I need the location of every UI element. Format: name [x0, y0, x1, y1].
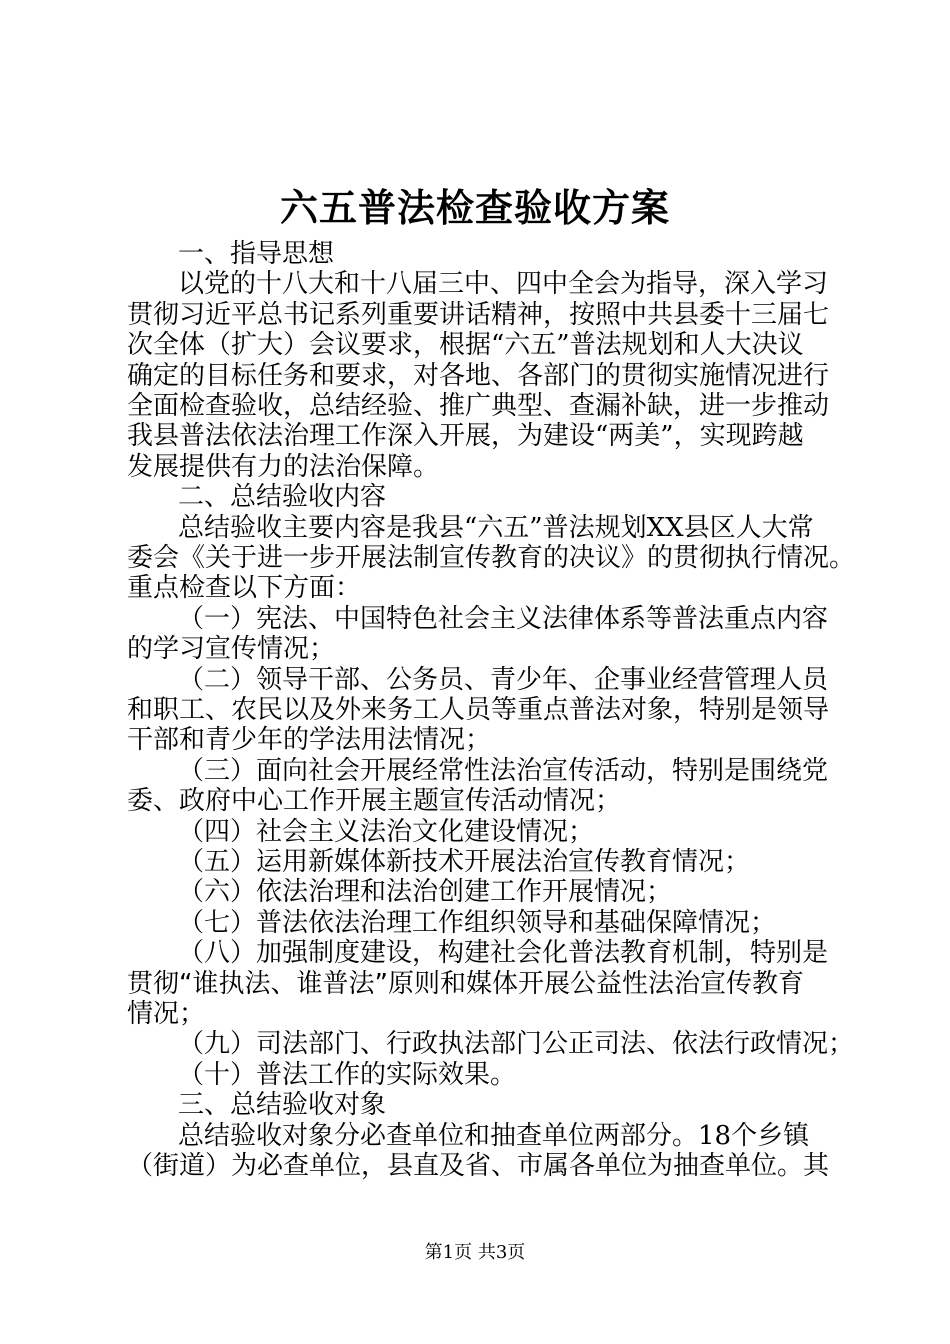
paragraph-line: 总结验收主要内容是我县“六五”普法规划XX县区人大常: [178, 513, 814, 543]
list-item: （二）领导干部、公务员、青少年、企事业经营管理人员: [178, 665, 829, 695]
list-item: （七）普法依法治理工作组织领导和基础保障情况；: [178, 908, 777, 938]
list-item-continuation: 的学习宣传情况；: [127, 634, 336, 664]
list-item: （六）依法治理和法治创建工作开展情况；: [178, 877, 673, 907]
list-item: （九）司法部门、行政执法部门公正司法、依法行政情况；: [178, 1029, 855, 1059]
paragraph-line: 全面检查验收，总结经验、推广典型、查漏补缺，进一步推动: [127, 391, 830, 421]
heading-1: 一、指导思想: [178, 239, 335, 269]
list-item-continuation: 和职工、农民以及外来务工人员等重点普法对象，特别是领导: [127, 695, 830, 725]
paragraph-line: 委会《关于进一步开展法制宣传教育的决议》的贯彻执行情况。: [127, 543, 856, 573]
list-item-continuation: 情况；: [127, 999, 206, 1029]
list-item-continuation: 干部和青少年的学法用法情况；: [127, 725, 492, 755]
heading-2: 二、总结验收内容: [178, 482, 387, 512]
list-item: （四）社会主义法治文化建设情况；: [178, 817, 595, 847]
list-item: （八）加强制度建设，构建社会化普法教育机制，特别是: [178, 938, 829, 968]
list-item: （十）普法工作的实际效果。: [178, 1060, 517, 1090]
list-item: （五）运用新媒体新技术开展法治宣传教育情况；: [178, 847, 751, 877]
paragraph-line: 发展提供有力的法治保障。: [127, 452, 440, 482]
list-item-continuation: 贯彻“谁执法、谁普法”原则和媒体开展公益性法治宣传教育: [127, 969, 804, 999]
heading-3: 三、总结验收对象: [178, 1090, 387, 1120]
paragraph-line: 贯彻习近平总书记系列重要讲话精神，按照中共县委十三届七: [127, 300, 830, 330]
list-item-continuation: 委、政府中心工作开展主题宣传活动情况；: [127, 786, 622, 816]
paragraph-line: 总结验收对象分必查单位和抽查单位两部分。18个乡镇: [178, 1121, 810, 1151]
list-item: （一）宪法、中国特色社会主义法律体系等普法重点内容: [178, 604, 829, 634]
paragraph-line: 重点检查以下方面：: [127, 573, 362, 603]
list-item: （三）面向社会开展经常性法治宣传活动，特别是围绕党: [178, 756, 829, 786]
paragraph-line: 我县普法依法治理工作深入开展，为建设“两美”，实现跨越: [127, 421, 804, 451]
paragraph-line: 确定的目标任务和要求，对各地、各部门的贯彻实施情况进行: [127, 361, 830, 391]
paragraph-line: 以党的十八大和十八届三中、四中全会为指导，深入学习: [178, 269, 829, 299]
paragraph-line: 次全体（扩大）会议要求，根据“六五”普法规划和人大决议: [127, 330, 804, 360]
page-footer: 第1页 共3页: [424, 1242, 526, 1263]
document-title: 六五普法检查验收方案: [279, 185, 670, 230]
paragraph-line: （街道）为必查单位，县直及省、市属各单位为抽查单位。其: [127, 1151, 830, 1181]
